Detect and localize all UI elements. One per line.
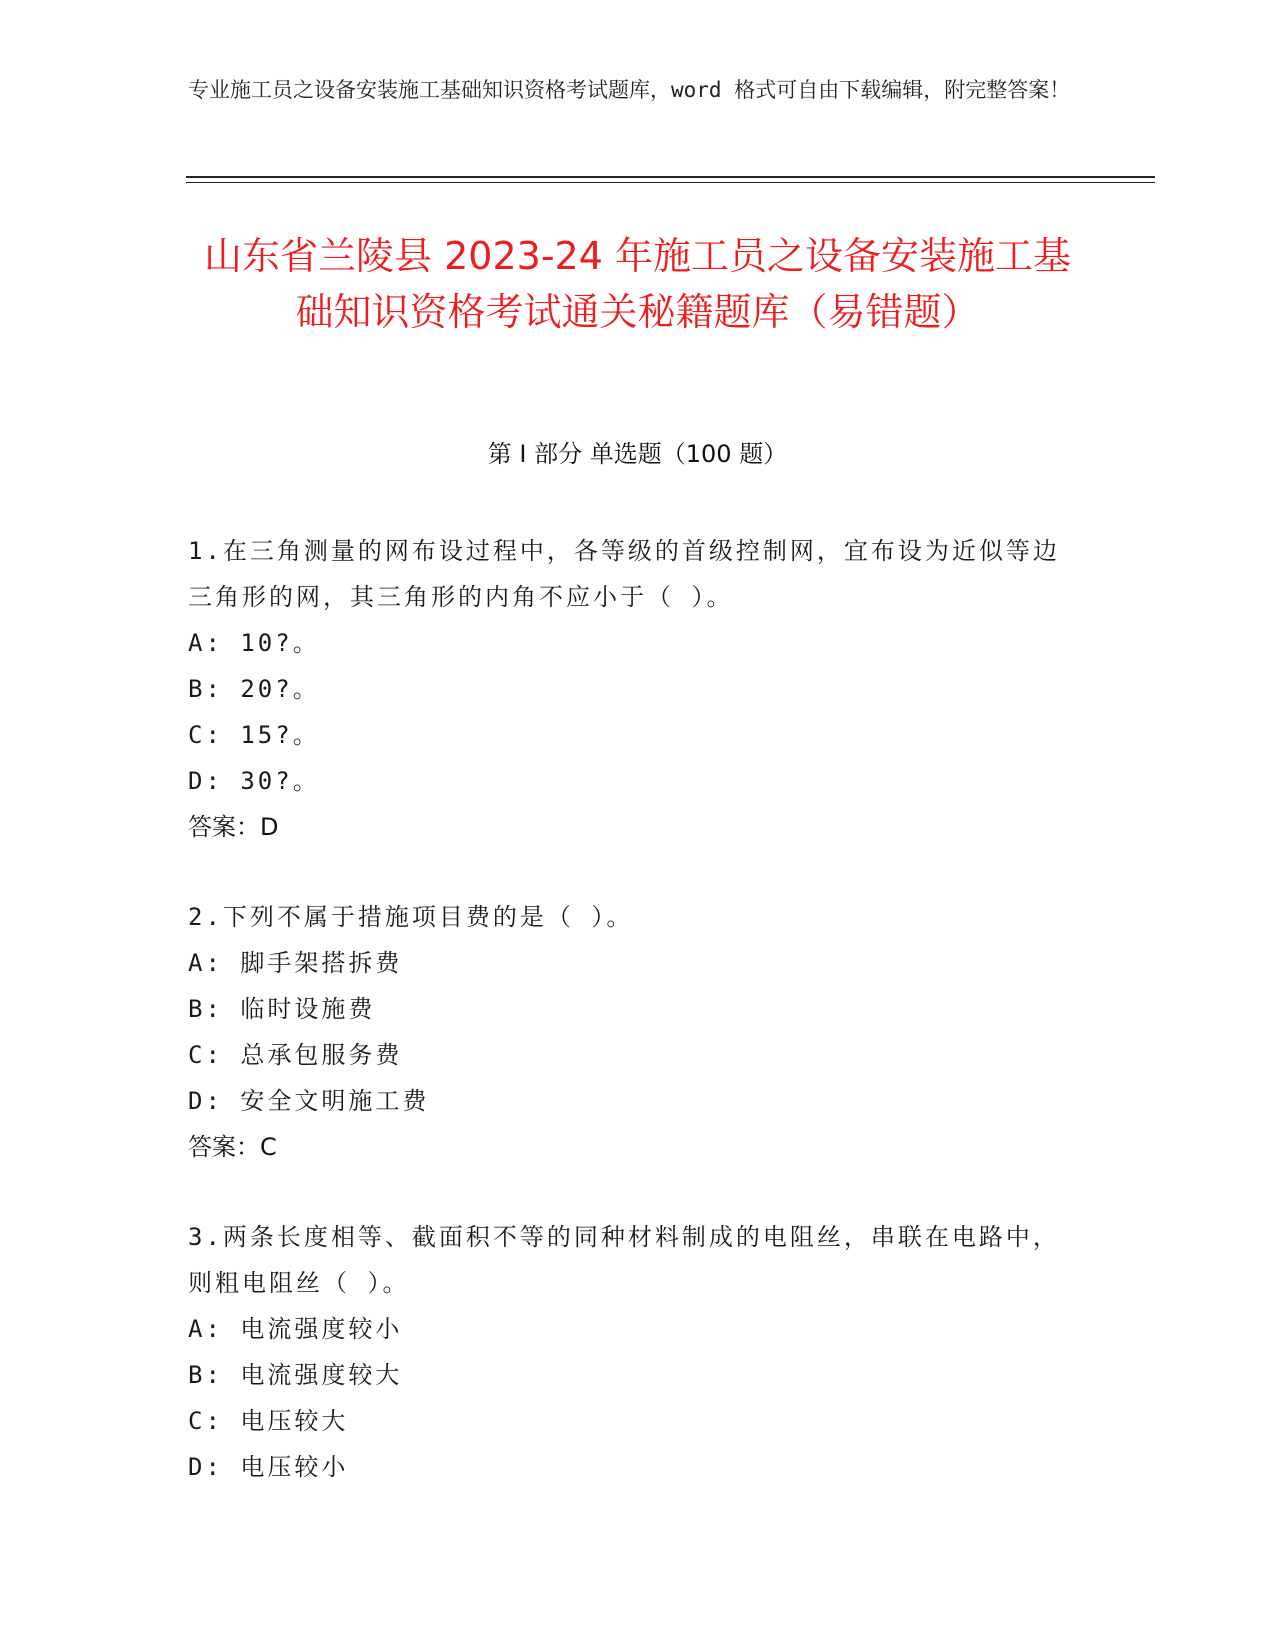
header-divider-thin [186,182,1155,183]
question-2 [188,894,1078,1170]
question-3 [188,1214,1078,1490]
header-note: 专业施工员之设备安装施工基础知识资格考试题库，word 格式可自由下载编辑，附完整答案！ [188,78,1071,102]
header-divider-thick [186,176,1155,178]
option-a: A: 脚手架搭拆费 [188,949,403,977]
question-stem: 3.两条长度相等、截面积不等的同种材料制成的电阻丝，串联在电路中，则粗电阻丝（ ）。 [188,1223,1060,1297]
option-d: D: 30?。 [188,767,320,795]
answer: 答案：D [188,813,279,841]
option-c: C: 15?。 [188,721,320,749]
option-d: D: 电压较小 [188,1453,349,1481]
answer: 答案：C [188,1133,277,1161]
option-a: A: 电流强度较小 [188,1315,403,1343]
option-c: C: 电压较大 [188,1407,349,1435]
question-1 [188,528,1078,850]
section-heading: 第 I 部分 单选题（100 题） [487,440,788,468]
document-title: 山东省兰陵县 2023-24 年施工员之设备安装施工基础知识资格考试通关秘籍题库（易错题） [204,234,1071,334]
question-stem: 1.在三角测量的网布设过程中，各等级的首级控制网，宜布设为近似等边三角形的网，其三角形的内角不应小于（ ）。 [188,537,1060,611]
option-b: B: 20?。 [188,675,320,703]
option-c: C: 总承包服务费 [188,1041,403,1069]
option-d: D: 安全文明施工费 [188,1087,430,1115]
option-b: B: 临时设施费 [188,995,376,1023]
option-a: A: 10?。 [188,629,320,657]
option-b: B: 电流强度较大 [188,1361,403,1389]
question-list [188,528,1078,1534]
question-stem: 2.下列不属于措施项目费的是（ ）。 [188,903,634,931]
